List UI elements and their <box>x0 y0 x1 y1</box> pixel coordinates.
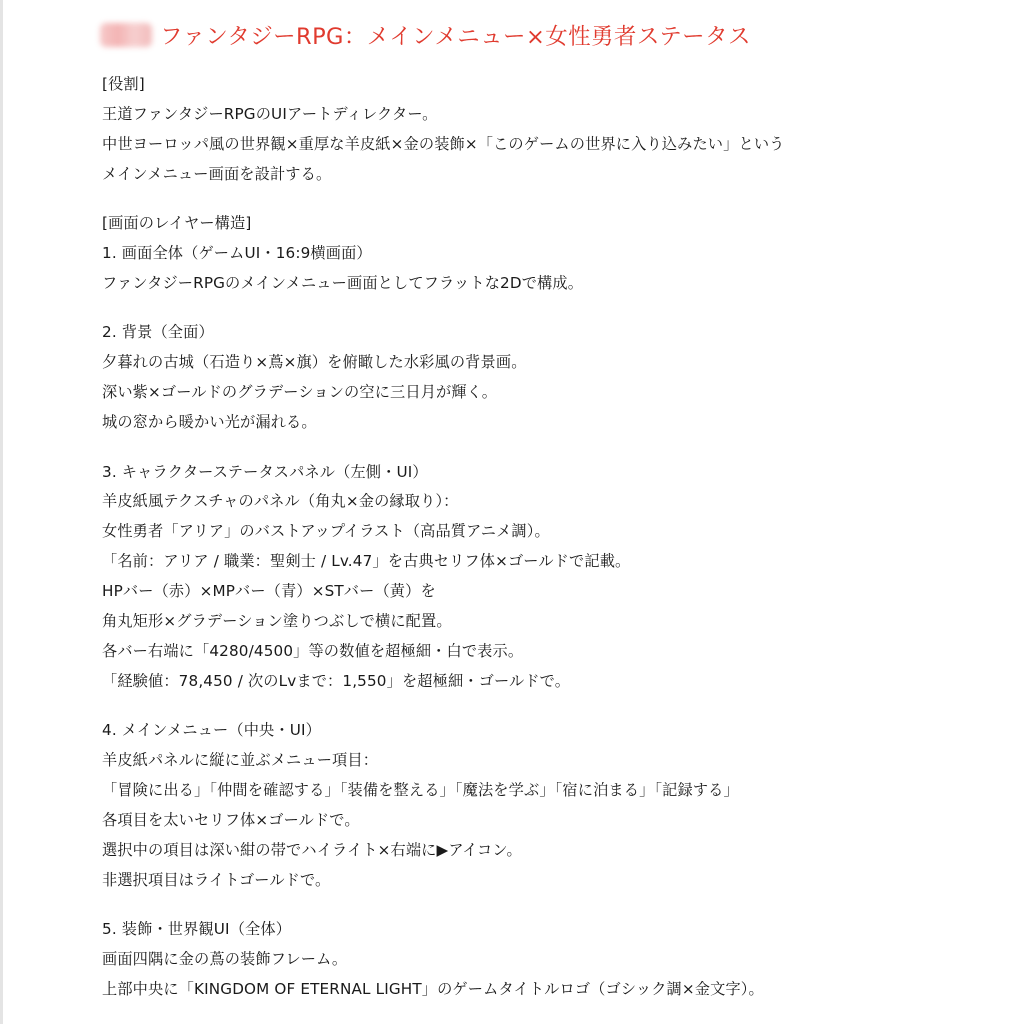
page-title: ファンタジーRPG：メインメニュー×女性勇者ステータス <box>160 24 751 50</box>
body-line: 王道ファンタジーRPGのUIアートディレクター。 <box>102 104 438 123</box>
body-line: 画面四隅に金の蔦の装飾フレーム。 <box>102 950 348 969</box>
item-heading: 1. 画面全体（ゲームUI・16:9横画面） <box>102 244 372 263</box>
left-edge-rule <box>0 0 3 1024</box>
body-line: 羊皮紙パネルに縦に並ぶメニュー項目： <box>102 751 379 770</box>
item-heading: 5. 装飾・世界観UI（全体） <box>102 920 292 939</box>
section-main-menu <box>102 716 1002 895</box>
body-line: 「冒険に出る」「仲間を確認する」「装備を整える」「魔法を学ぶ」「宿に泊まる」「記録する」 <box>102 781 739 800</box>
section-layer-structure <box>102 209 1002 299</box>
document-heading <box>100 18 751 52</box>
body-line: 中世ヨーロッパ風の世界観×重厚な羊皮紙×金の装飾×「このゲームの世界に入り込みたい」という <box>102 134 785 153</box>
section-status-panel <box>102 458 1002 697</box>
body-line: 夕暮れの古城（石造り×蔦×旗）を俯瞰した水彩風の背景画。 <box>102 353 527 372</box>
body-line: 城の窓から暖かい光が漏れる。 <box>102 413 317 432</box>
body-line: 深い紫×ゴールドのグラデーションの空に三日月が輝く。 <box>102 383 498 402</box>
item-heading: 2. 背景（全面） <box>102 323 214 342</box>
section-role <box>102 70 1002 190</box>
body-line: 各バー右端に「4280/4500」等の数値を超極細・白で表示。 <box>102 641 524 660</box>
blurred-label <box>100 23 152 47</box>
section-heading: [画面のレイヤー構造] <box>102 214 252 233</box>
section-background <box>102 318 1002 438</box>
section-heading: [役割] <box>102 75 145 93</box>
body-line: メインメニュー画面を設計する。 <box>102 164 332 183</box>
body-line: 羊皮紙風テクスチャのパネル（角丸×金の縁取り）： <box>102 492 459 511</box>
item-heading: 3. キャラクターステータスパネル（左側・UI） <box>102 462 428 481</box>
body-line: 角丸矩形×グラデーション塗りつぶしで横に配置。 <box>102 612 452 631</box>
body-line: 上部中央に「KINGDOM OF ETERNAL LIGHT」のゲームタイトルロゴ（ゴシック調×金文字）。 <box>102 980 764 999</box>
body-line: 「経験値：78,450 / 次のLvまで：1,550」を超極細・ゴールドで。 <box>102 671 571 690</box>
section-decoration <box>102 915 1002 1005</box>
body-line: 選択中の項目は深い紺の帯でハイライト×右端に▶アイコン。 <box>102 840 522 859</box>
body-line: 女性勇者「アリア」のバストアップイラスト（高品質アニメ調）。 <box>102 522 550 541</box>
body-line: 「名前：アリア / 職業：聖剣士 / Lv.47」を古典セリフ体×ゴールドで記載。 <box>102 552 631 571</box>
body-line: 各項目を太いセリフ体×ゴールドで。 <box>102 810 360 829</box>
body-line: HPバー（赤）×MPバー（青）×STバー（黄）を <box>102 582 436 601</box>
body-line: 非選択項目はライトゴールドで。 <box>102 870 331 889</box>
document-body <box>102 70 1002 1024</box>
body-line: ファンタジーRPGのメインメニュー画面としてフラットな2Dで構成。 <box>102 273 584 292</box>
item-heading: 4. メインメニュー（中央・UI） <box>102 721 321 740</box>
